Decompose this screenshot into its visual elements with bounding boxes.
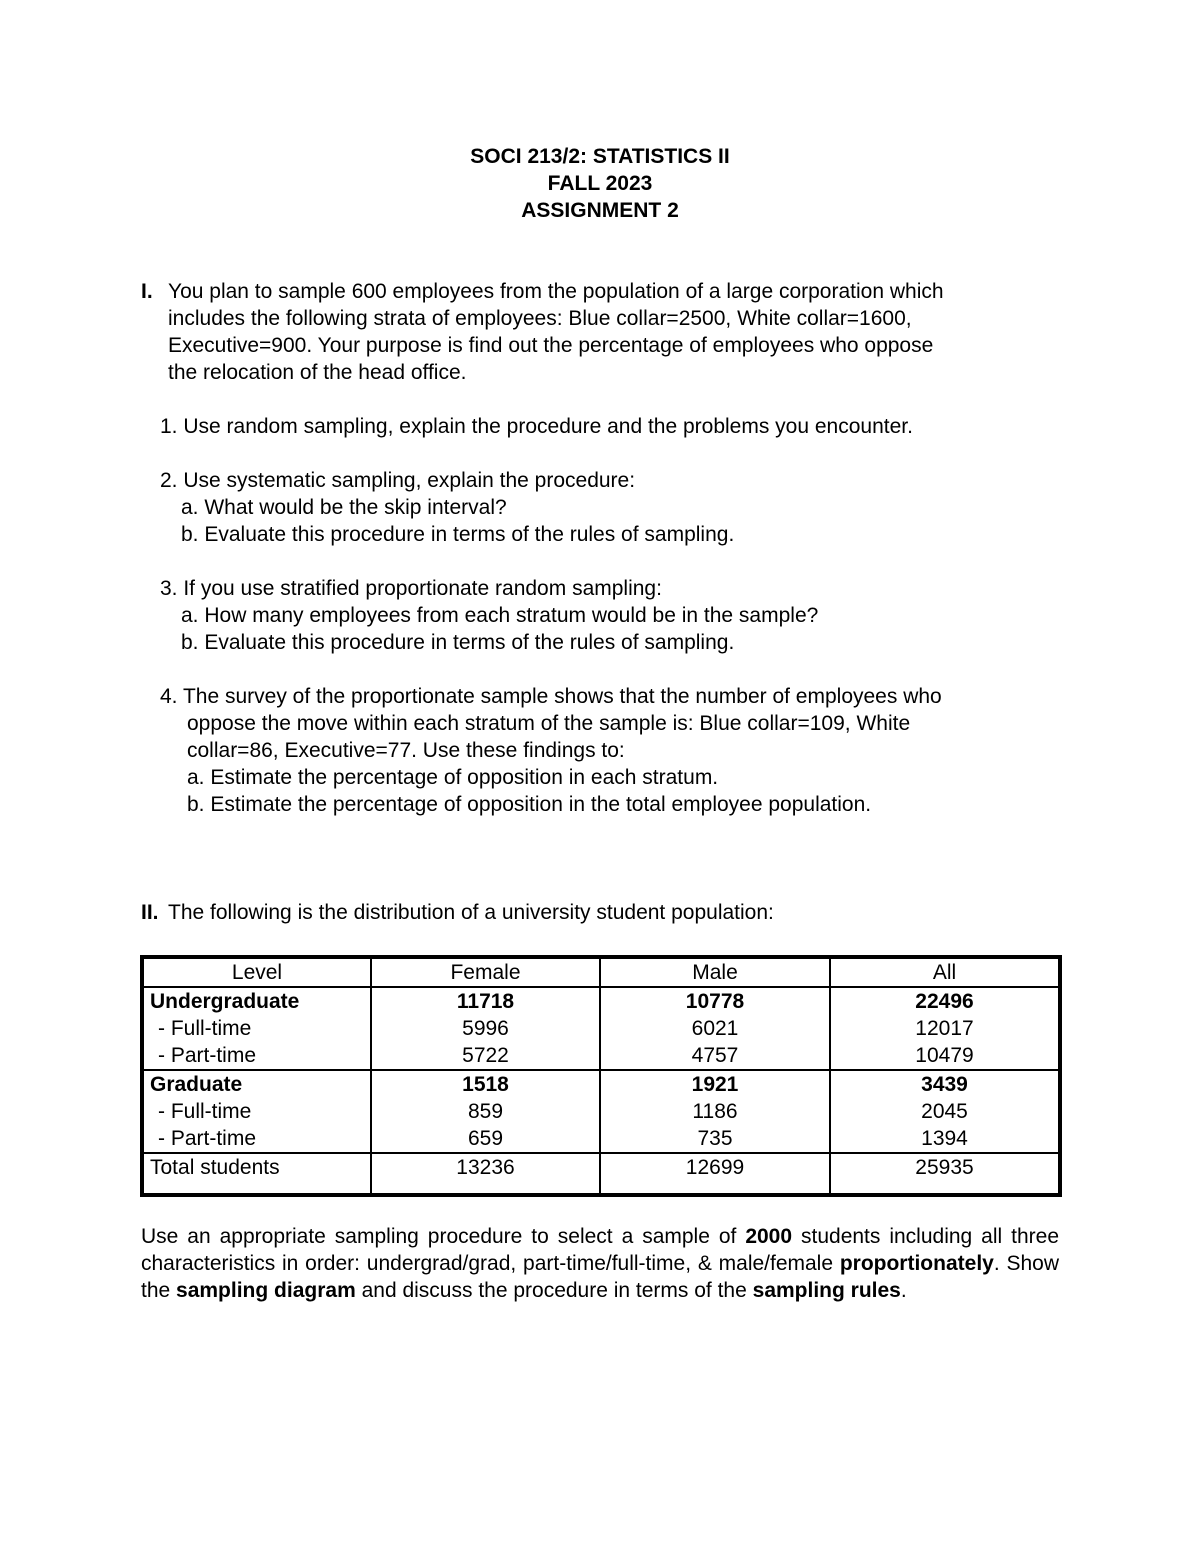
cell-female: 5996: [371, 1015, 600, 1042]
question-3a: a. How many employees from each stratum would be in the sample?: [181, 604, 819, 627]
question-4a: a. Estimate the percentage of opposition in each stratum.: [187, 766, 719, 789]
emphasis-proportionately: proportionately: [839, 1252, 994, 1275]
question-2b: b. Evaluate this procedure in terms of the rules of sampling.: [181, 523, 735, 546]
cell-male: 1921: [600, 1070, 830, 1098]
closing-text: . Show the: [141, 1252, 1060, 1302]
cell-male: 12699: [600, 1153, 830, 1195]
part1-intro-line: the relocation of the head office.: [168, 361, 467, 384]
row-label: - Full-time: [158, 1100, 252, 1123]
cell-male: 6021: [600, 1015, 830, 1042]
question-4: 4. The survey of the proportionate sample shows that the number of employees who: [160, 685, 942, 708]
closing-text: .: [900, 1279, 907, 1302]
table-row: [142, 1015, 1060, 1042]
cell-female: 11718: [371, 987, 600, 1015]
cell-female: 13236: [371, 1153, 600, 1195]
cell-all: 10479: [830, 1042, 1060, 1070]
question-4-cont: collar=86, Executive=77. Use these findings to:: [187, 739, 625, 762]
cell-female: 859: [371, 1098, 600, 1125]
sample-size: 2000: [745, 1225, 793, 1248]
closing-text: and discuss the procedure in terms of the: [355, 1279, 753, 1302]
cell-male: 10778: [600, 987, 830, 1015]
part1-intro-line: Executive=900. Your purpose is find out the percentage of employees who oppose: [168, 334, 934, 357]
question-3b: b. Evaluate this procedure in terms of the rules of sampling.: [181, 631, 735, 654]
cell-female: 659: [371, 1125, 600, 1153]
closing-text: students including all three characteristics in order: undergrad/grad, part-time/full-time, & male/female: [141, 1225, 1060, 1275]
emphasis-sampling-rules: sampling rules: [752, 1279, 901, 1302]
cell-all: 25935: [830, 1153, 1060, 1195]
table-total-row: [142, 1153, 1060, 1195]
question-2a: a. What would be the skip interval?: [181, 496, 507, 519]
part1-numeral: I.: [141, 280, 153, 303]
part1-intro-line: includes the following strata of employees: Blue collar=2500, White collar=1600,: [168, 307, 912, 330]
cell-male: 4757: [600, 1042, 830, 1070]
cell-female: 5722: [371, 1042, 600, 1070]
question-3: 3. If you use stratified proportionate random sampling:: [160, 577, 662, 600]
cell-all: 12017: [830, 1015, 1060, 1042]
table-row: [142, 987, 1060, 1015]
row-label: - Full-time: [158, 1017, 252, 1040]
table-row: [142, 1042, 1060, 1070]
cell-male: 1186: [600, 1098, 830, 1125]
header-all: All: [830, 957, 1060, 987]
emphasis-sampling-diagram: sampling diagram: [176, 1279, 356, 1302]
closing-paragraph: [141, 1223, 1059, 1304]
header-level: Level: [142, 957, 371, 987]
question-2: 2. Use systematic sampling, explain the procedure:: [160, 469, 636, 492]
question-4b: b. Estimate the percentage of opposition in the total employee population.: [187, 793, 872, 816]
course-title: SOCI 213/2: STATISTICS II: [470, 145, 730, 168]
part2-numeral: II.: [141, 901, 159, 924]
question-4-cont: oppose the move within each stratum of the sample is: Blue collar=109, White: [187, 712, 911, 735]
part1-intro-line: You plan to sample 600 employees from the population of a large corporation which: [168, 280, 944, 303]
header-male: Male: [600, 957, 830, 987]
row-label: Undergraduate: [150, 990, 300, 1013]
part2-intro: The following is the distribution of a university student population:: [168, 901, 774, 924]
cell-all: 1394: [830, 1125, 1060, 1153]
term-title: FALL 2023: [547, 172, 653, 195]
table-row: [142, 1125, 1060, 1153]
table-header-row: [142, 957, 1060, 987]
table-row: [142, 1098, 1060, 1125]
question-1: 1. Use random sampling, explain the procedure and the problems you encounter.: [160, 415, 913, 438]
row-label: Graduate: [150, 1073, 243, 1096]
table-row: [142, 1070, 1060, 1098]
cell-female: 1518: [371, 1070, 600, 1098]
row-label: - Part-time: [142, 1042, 371, 1070]
header-female: Female: [371, 957, 600, 987]
row-label: - Part-time: [158, 1127, 257, 1150]
cell-all: 22496: [830, 987, 1060, 1015]
student-distribution-table: [140, 955, 1062, 1197]
assignment-title: ASSIGNMENT 2: [521, 199, 679, 222]
cell-male: 735: [600, 1125, 830, 1153]
row-label: Total students: [142, 1153, 371, 1195]
cell-all: 2045: [830, 1098, 1060, 1125]
closing-text: Use an appropriate sampling procedure to select a sample of: [141, 1225, 746, 1248]
cell-all: 3439: [830, 1070, 1060, 1098]
